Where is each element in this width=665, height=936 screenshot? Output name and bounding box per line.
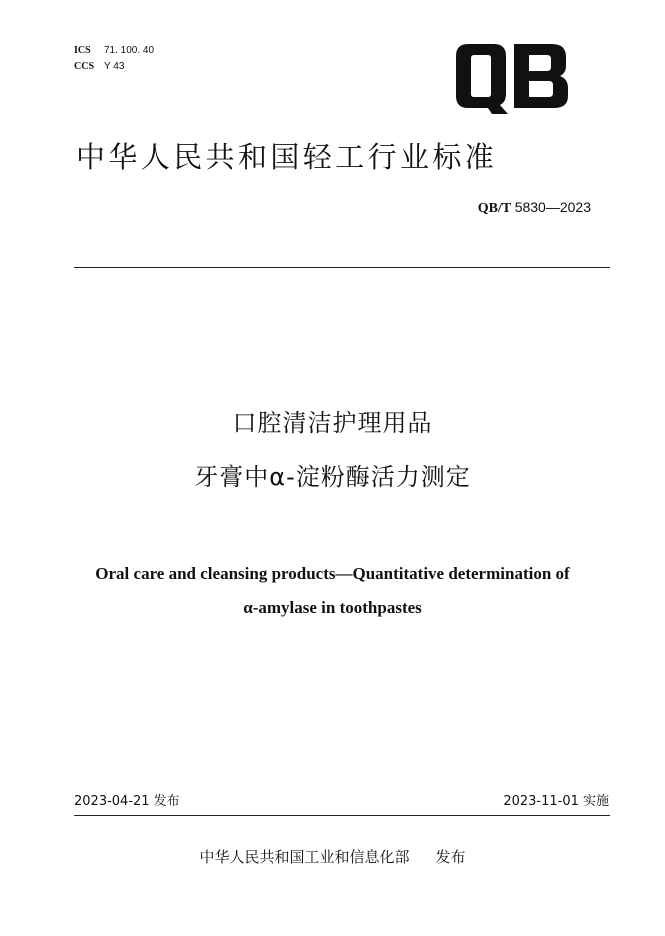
- issuer-action: 发布: [435, 848, 466, 866]
- issuer-line: [0, 848, 665, 866]
- publish-date: 2023-04-21 发布: [74, 794, 180, 809]
- ics-line: [74, 45, 154, 57]
- ccs-line: [74, 61, 124, 73]
- standard-number: [478, 199, 591, 217]
- qb-logo: [452, 44, 570, 114]
- en-title-line2: α-amylase in toothpastes: [243, 598, 422, 617]
- standard-prefix: QB/T: [477, 201, 512, 216]
- footer-divider: [74, 815, 610, 816]
- ics-value: 71. 100. 40: [104, 45, 155, 56]
- issuer-name: 中华人民共和国工业和信息化部: [199, 848, 410, 866]
- cn-title-line2: 牙膏中α-淀粉酶活力测定: [194, 463, 471, 491]
- en-title-line1: Oral care and cleansing products—Quantitative determination of: [95, 564, 570, 583]
- cn-title-line1: 口腔清洁护理用品: [232, 409, 433, 437]
- org-title: 中华人民共和国轻工行业标准: [76, 140, 498, 174]
- implement-date: 2023-11-01 实施: [503, 794, 609, 809]
- standard-code: 5830—2023: [514, 199, 591, 215]
- ccs-value: Y 43: [104, 61, 125, 72]
- ccs-label: CCS: [74, 61, 95, 72]
- ics-label: ICS: [74, 45, 91, 56]
- header-divider: [74, 267, 610, 268]
